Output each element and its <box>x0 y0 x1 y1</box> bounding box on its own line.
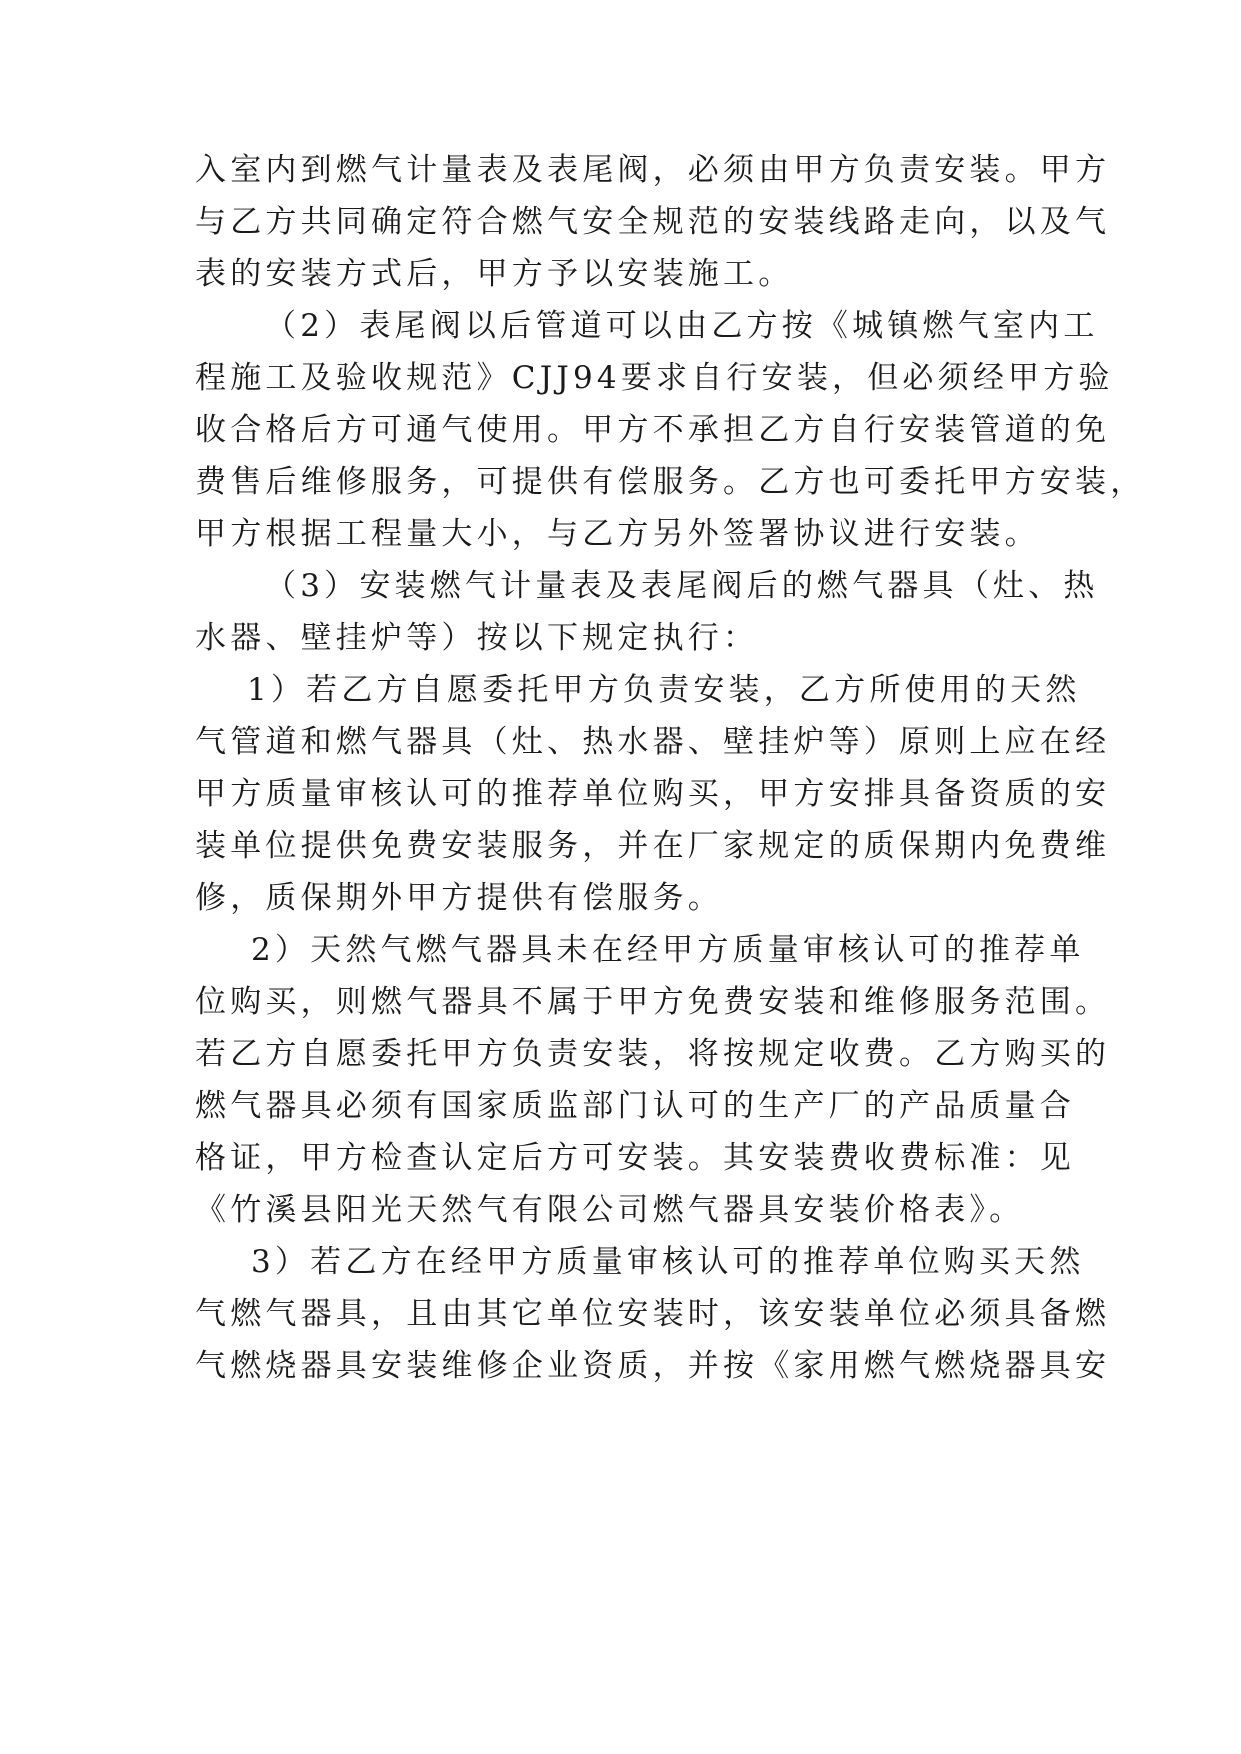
text-line: 格证，甲方检查认定后方可安装。其安装费收费标准：见 <box>195 1140 1075 1176</box>
text-line: 费售后维修服务，可提供有偿服务。乙方也可委托甲方安装， <box>195 464 1146 500</box>
text-line: 收合格后方可通气使用。甲方不承担乙方自行安装管道的免 <box>195 412 1111 448</box>
text-line: （3）安装燃气计量表及表尾阀后的燃气器具（灶、热 <box>265 568 1099 604</box>
text-line: 燃气器具必须有国家质监部门认可的生产厂的产品质量合 <box>195 1088 1075 1124</box>
text-line: 位购买，则燃气器具不属于甲方免费安装和维修服务范围。 <box>195 984 1111 1020</box>
text-line: 气管道和燃气器具（灶、热水器、壁挂炉等）原则上应在经 <box>195 724 1111 760</box>
text-line: 甲方根据工程量大小，与乙方另外签署协议进行安装。 <box>195 516 1040 552</box>
text-line: 程施工及验收规范》CJJ94要求自行安装，但必须经甲方验 <box>195 360 1114 396</box>
text-line: 入室内到燃气计量表及表尾阀，必须由甲方负责安装。甲方 <box>195 152 1111 188</box>
text-line: 修，质保期外甲方提供有偿服务。 <box>195 880 723 916</box>
text-line: 表的安装方式后，甲方予以安装施工。 <box>195 256 794 292</box>
text-line: 水器、壁挂炉等）按以下规定执行： <box>195 620 759 656</box>
text-line: 3）若乙方在经甲方质量审核认可的推荐单位购买天然 <box>251 1244 1085 1280</box>
text-line: （2）表尾阀以后管道可以由乙方按《城镇燃气室内工 <box>265 308 1099 344</box>
text-line: 装单位提供免费安装服务，并在厂家规定的质保期内免费维 <box>195 828 1111 864</box>
text-line: 气燃烧器具安装维修企业资质，并按《家用燃气燃烧器具安 <box>195 1348 1111 1384</box>
text-line: 气燃气器具，且由其它单位安装时，该安装单位必须具备燃 <box>195 1296 1111 1332</box>
text-line: 2）天然气燃气器具未在经甲方质量审核认可的推荐单 <box>251 932 1085 968</box>
text-line: 甲方质量审核认可的推荐单位购买，甲方安排具备资质的安 <box>195 776 1111 812</box>
text-line: 《竹溪县阳光天然气有限公司燃气器具安装价格表》。 <box>195 1192 1025 1228</box>
text-line: 若乙方自愿委托甲方负责安装，将按规定收费。乙方购买的 <box>195 1036 1111 1072</box>
text-line: 1）若乙方自愿委托甲方负责安装，乙方所使用的天然 <box>247 672 1081 708</box>
text-line: 与乙方共同确定符合燃气安全规范的安装线路走向，以及气 <box>195 204 1111 240</box>
